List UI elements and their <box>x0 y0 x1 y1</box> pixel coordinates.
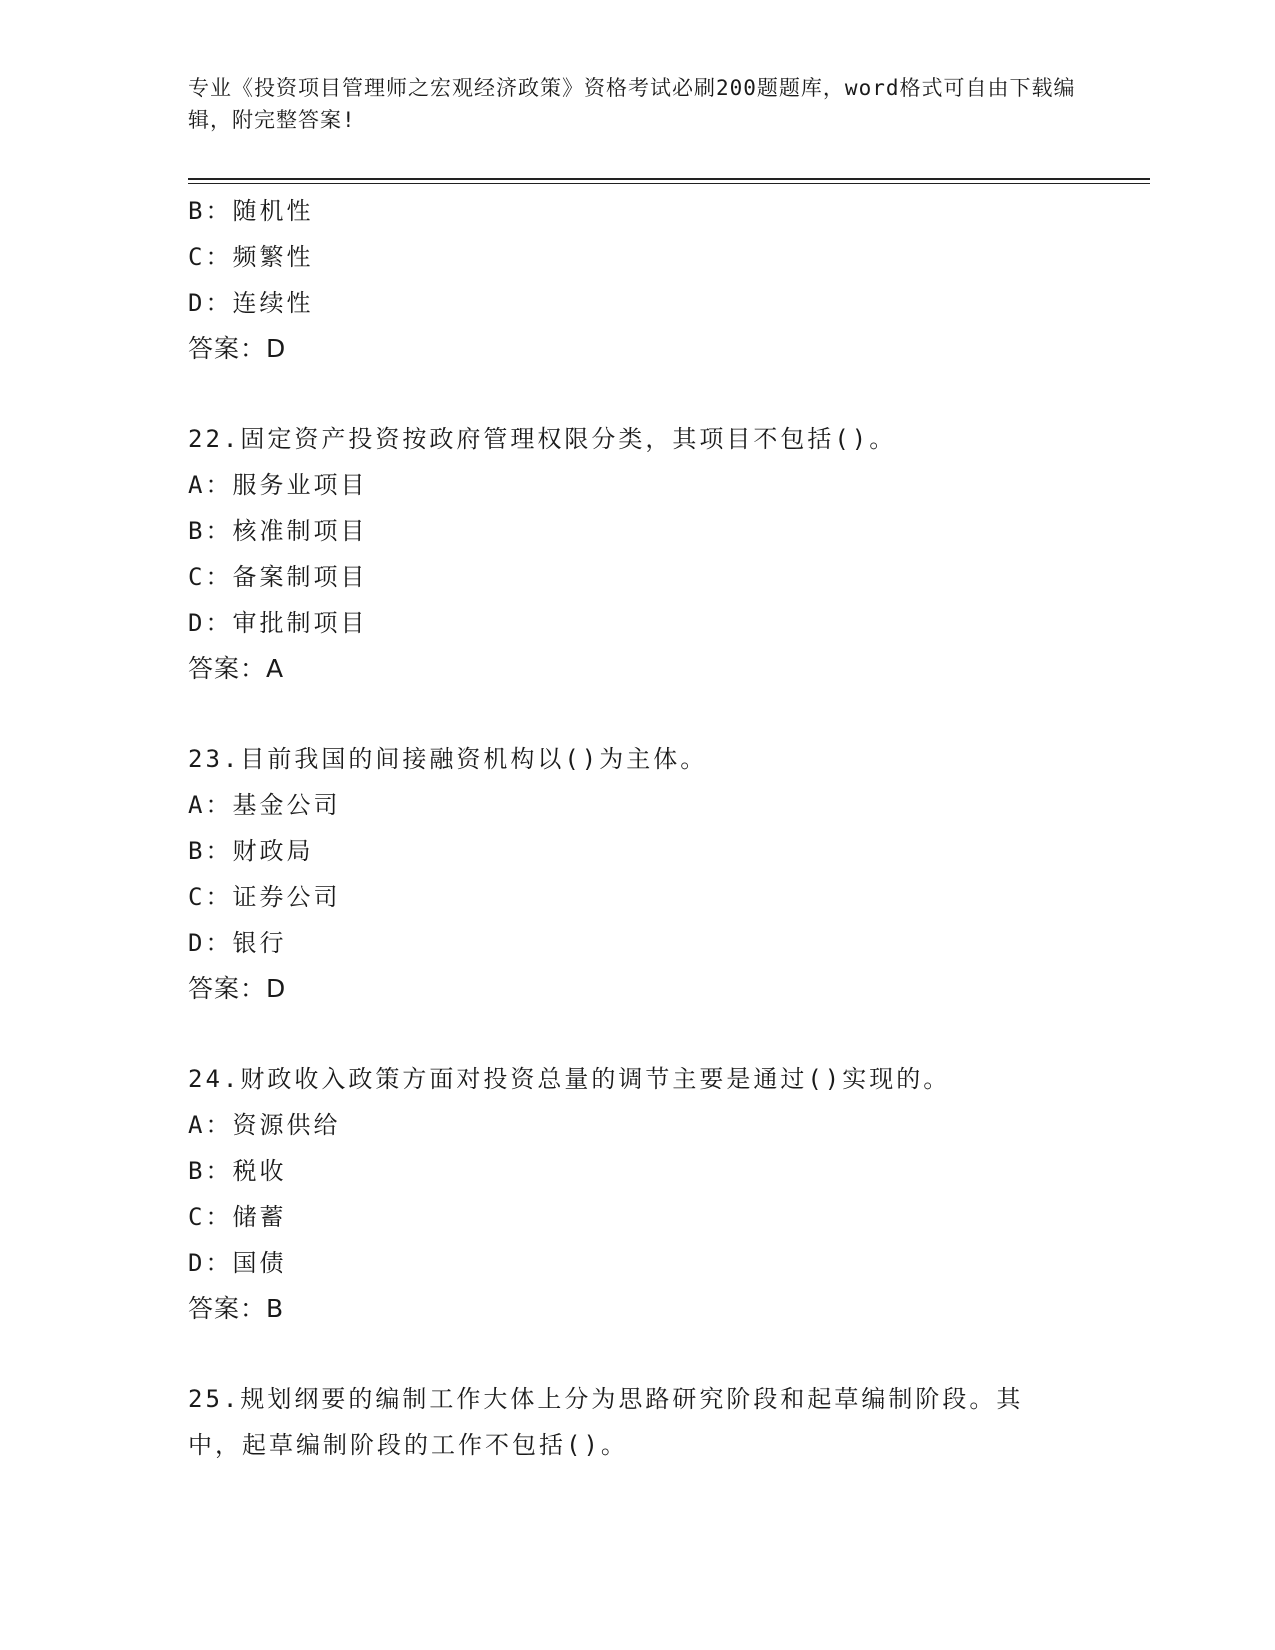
option-a: A：资源供给 <box>188 1111 341 1139</box>
question-block-22 <box>188 416 1088 692</box>
answer-text: 答案：A <box>188 654 285 683</box>
question-text: 22.固定资产投资按政府管理权限分类，其项目不包括()。 <box>188 425 897 453</box>
option-c: C：备案制项目 <box>188 563 368 591</box>
header-divider <box>188 178 1150 184</box>
option-d: D：银行 <box>188 929 287 957</box>
question-text: 24.财政收入政策方面对投资总量的调节主要是通过()实现的。 <box>188 1065 951 1093</box>
option-c: C：频繁性 <box>188 243 314 271</box>
option-b: B：财政局 <box>188 837 314 865</box>
option-b: B：随机性 <box>188 197 314 225</box>
option-d: D：国债 <box>188 1249 287 1277</box>
question-list <box>188 188 1088 1468</box>
question-block-23 <box>188 736 1088 1012</box>
option-a: A：服务业项目 <box>188 471 368 499</box>
option-b: B：税收 <box>188 1157 287 1185</box>
option-d: D：审批制项目 <box>188 609 368 637</box>
option-b: B：核准制项目 <box>188 517 368 545</box>
option-c: C：储蓄 <box>188 1203 287 1231</box>
answer-text: 答案：B <box>188 1294 285 1323</box>
question-block-25 <box>188 1376 1088 1468</box>
document-header: 专业《投资项目管理师之宏观经济政策》资格考试必刷200题题库，word格式可自由下载编辑，附完整答案! <box>188 76 1076 132</box>
answer-text: 答案：D <box>188 334 287 363</box>
option-a: A：基金公司 <box>188 791 341 819</box>
question-text: 23.目前我国的间接融资机构以()为主体。 <box>188 745 708 773</box>
question-block-24 <box>188 1056 1088 1332</box>
answer-text: 答案：D <box>188 974 287 1003</box>
question-block-21 <box>188 188 1088 372</box>
question-text: 25.规划纲要的编制工作大体上分为思路研究阶段和起草编制阶段。其中，起草编制阶段的工作不包括()。 <box>188 1385 1024 1459</box>
option-d: D：连续性 <box>188 289 314 317</box>
option-c: C：证券公司 <box>188 883 341 911</box>
